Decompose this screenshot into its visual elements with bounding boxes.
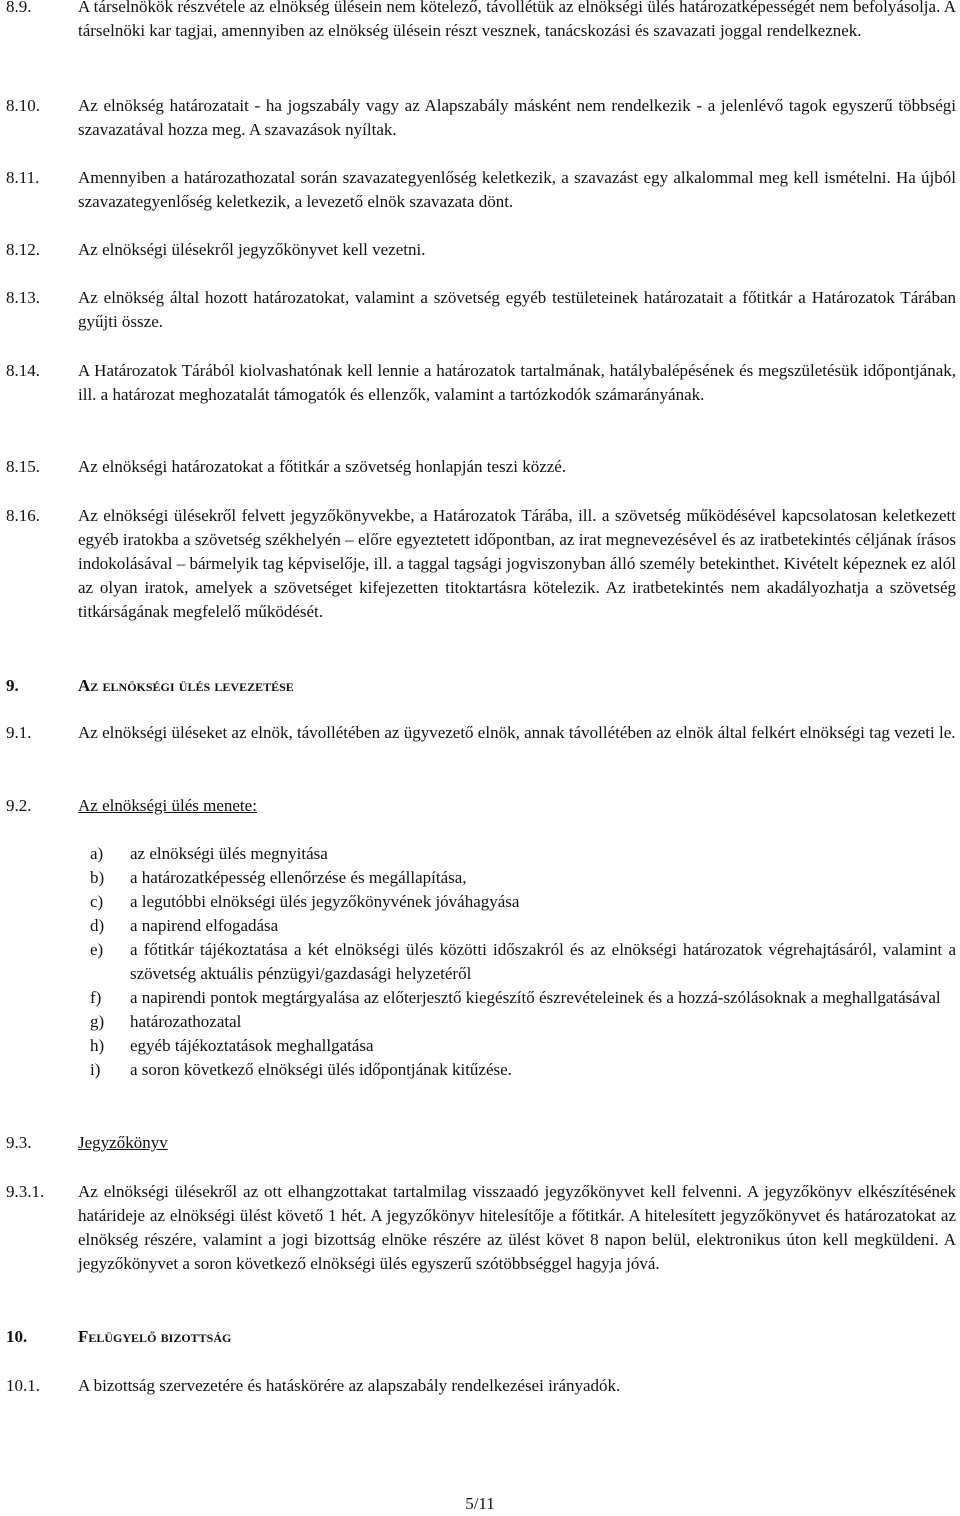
clause-10-1 bbox=[6, 1374, 956, 1398]
agenda-item-text: a legutóbbi elnökségi ülés jegyzőkönyvének jóváhagyása bbox=[130, 892, 520, 911]
agenda-item bbox=[90, 986, 956, 1010]
clause-text: Az elnökségi ülésekről jegyzőkönyvet kell vezetni. bbox=[78, 240, 426, 259]
section-heading-10 bbox=[6, 1325, 956, 1349]
agenda-item bbox=[90, 1034, 956, 1058]
agenda-item bbox=[90, 938, 956, 986]
agenda-item-text: a napirend elfogadása bbox=[130, 916, 279, 935]
clause-text: Az elnökségi ülés menete: bbox=[78, 796, 257, 815]
agenda-item-text: a soron következő elnökségi ülés időpontjának kitűzése. bbox=[130, 1060, 512, 1079]
clause-text: Az elnökségi üléseket az elnök, távollétében az ügyvezető elnök, annak távollétében az elnök által felkért elnökségi tag vezeti le. bbox=[78, 723, 956, 742]
agenda-item-label: e) bbox=[90, 940, 104, 959]
heading-title: Az elnökségi ülés levezetése bbox=[78, 676, 294, 695]
clause-text: Amennyiben a határozathozatal során szavazategyenlőség keletkezik, a szavazást egy alkalommal meg kell ismételni. Ha újból szavazategyenlőség keletkezik, a levezető elnök szavazata dönt. bbox=[78, 168, 956, 211]
agenda-item-label: g) bbox=[90, 1012, 105, 1031]
agenda-item-text: egyéb tájékoztatások meghallgatása bbox=[130, 1036, 374, 1055]
clause-text: Az elnökség által hozott határozatokat, valamint a szövetség egyéb testületeinek határozatait a főtitkár a Határozatok Tárában gyűjti össze. bbox=[78, 288, 956, 331]
clause-8-15 bbox=[6, 455, 956, 479]
clause-8-9 bbox=[6, 0, 956, 43]
clause-number: 9.3.1. bbox=[6, 1182, 45, 1201]
agenda-item-text: határozathozatal bbox=[130, 1012, 242, 1031]
clause-number: 8.16. bbox=[6, 506, 40, 525]
agenda-item bbox=[90, 842, 956, 866]
agenda-item bbox=[90, 866, 956, 890]
clause-text: Az elnökség határozatait - ha jogszabály vagy az Alapszabály másként nem rendelkezik - a jelenlévő tagok egyszerű többségi szavazatával hozza meg. A szavazások nyíltak. bbox=[78, 96, 956, 139]
agenda-item-label: c) bbox=[90, 892, 104, 911]
clause-number: 8.14. bbox=[6, 361, 40, 380]
section-heading-9 bbox=[6, 674, 956, 698]
clause-9-1 bbox=[6, 721, 956, 745]
clause-number: 8.10. bbox=[6, 96, 40, 115]
clause-text: Az elnökségi határozatokat a főtitkár a szövetség honlapján teszi közzé. bbox=[78, 457, 567, 476]
clause-text: Jegyzőkönyv bbox=[78, 1133, 168, 1152]
clause-number: 9.2. bbox=[6, 796, 32, 815]
agenda-item-text: a napirendi pontok megtárgyalása az előterjesztő kiegészítő észrevételeinek és a hozzá-szólásoknak a meghallgatásával bbox=[130, 988, 941, 1007]
clause-8-12 bbox=[6, 238, 956, 262]
clause-8-16 bbox=[6, 504, 956, 624]
agenda-item-label: i) bbox=[90, 1060, 101, 1079]
clause-text: A társelnökök részvétele az elnökség ülésein nem kötelező, távollétük az elnökségi ülés határozatképességét nem befolyásolja. A társelnöki kar tagjai, amennyiben az elnökség ülésein részt vesznek, tanácskozási és szavazati joggal rendelkeznek. bbox=[78, 0, 956, 40]
clause-number: 8.11. bbox=[6, 168, 40, 187]
agenda-item bbox=[90, 914, 956, 938]
agenda-item-label: h) bbox=[90, 1036, 105, 1055]
page-number: 5/11 bbox=[465, 1494, 495, 1513]
clause-number: 10.1. bbox=[6, 1376, 40, 1395]
clause-8-11 bbox=[6, 166, 956, 214]
clause-number: 9.3. bbox=[6, 1133, 32, 1152]
clause-9-3 bbox=[6, 1131, 956, 1155]
clause-text: Az elnökségi ülésekről felvett jegyzőkönyvekbe, a Határozatok Tárába, ill. a szövetség működésével kapcsolatosan keletkezett egyéb iratokba a szövetség székhelyén – előre egyeztetett időpontban, az irat megnevezésével és az iratbetekintés céljának írásos indokolásával – bármelyik tag képviselője, ill. a taggal tagsági jogviszonyban álló személy betekinthet. Kivételt képeznek ez alól az olyan iratok, amelyek a szövetséget kifejezetten titoktartásra kötelezik. Az iratbetekintés nem akadályozhatja a szövetség titkárságának megfelelő működését. bbox=[78, 506, 956, 621]
agenda-item-label: a) bbox=[90, 844, 104, 863]
clause-text: A Határozatok Tárából kiolvashatónak kell lennie a határozatok tartalmának, hatálybalépésének és megszületésük időpontjának, ill. a határozat meghozatalát támogatók és ellenzők, valamint a tartózkodók számarányának. bbox=[78, 361, 956, 404]
clause-text: Az elnökségi ülésekről az ott elhangzottakat tartalmilag visszaadó jegyzőkönyvet kell felvenni. A jegyzőkönyv elkészítésének határideje az elnökségi ülést követő 1 hét. A jegyzőkönyv hitelesítője a főtitkár. A hitelesített jegyzőkönyvet és határozatokat az elnökség részére, valamint a jogi bizottság elnöke részére az ülést követ 8 napon belül, elektronikus úton kell megküldeni. A jegyzőkönyvet a soron következő elnökségi ülés egyszerű szótöbbséggel hagyja jóvá. bbox=[78, 1182, 956, 1273]
agenda-item-text: az elnökségi ülés megnyitása bbox=[130, 844, 328, 863]
clause-text: A bizottság szervezetére és hatáskörére az alapszabály rendelkezései irányadók. bbox=[78, 1376, 621, 1395]
clause-9-2 bbox=[6, 794, 956, 818]
heading-title: Felügyelő bizottság bbox=[78, 1327, 232, 1346]
clause-8-14 bbox=[6, 359, 956, 407]
clause-8-13 bbox=[6, 286, 956, 334]
agenda-item-text: a főtitkár tájékoztatása a két elnökségi ülés közötti időszakról és az elnökségi határozatok végrehajtásáról, valamint a szövetség aktuális pénzügyi/gazdasági helyzetéről bbox=[130, 940, 956, 983]
agenda-item-label: d) bbox=[90, 916, 105, 935]
clause-number: 8.13. bbox=[6, 288, 40, 307]
clause-number: 8.15. bbox=[6, 457, 40, 476]
clause-number: 8.9. bbox=[6, 0, 32, 16]
clause-number: 8.12. bbox=[6, 240, 40, 259]
agenda-item-text: a határozatképesség ellenőrzése és megállapítása, bbox=[130, 868, 467, 887]
agenda-item-label: f) bbox=[90, 988, 102, 1007]
clause-number: 9.1. bbox=[6, 723, 32, 742]
agenda-item bbox=[90, 1010, 956, 1034]
heading-number: 9. bbox=[6, 676, 19, 695]
agenda-list bbox=[90, 842, 956, 1082]
heading-number: 10. bbox=[6, 1327, 28, 1346]
clause-9-3-1 bbox=[6, 1180, 956, 1276]
agenda-item bbox=[90, 1058, 956, 1082]
clause-8-10 bbox=[6, 94, 956, 142]
agenda-item-label: b) bbox=[90, 868, 105, 887]
agenda-item bbox=[90, 890, 956, 914]
